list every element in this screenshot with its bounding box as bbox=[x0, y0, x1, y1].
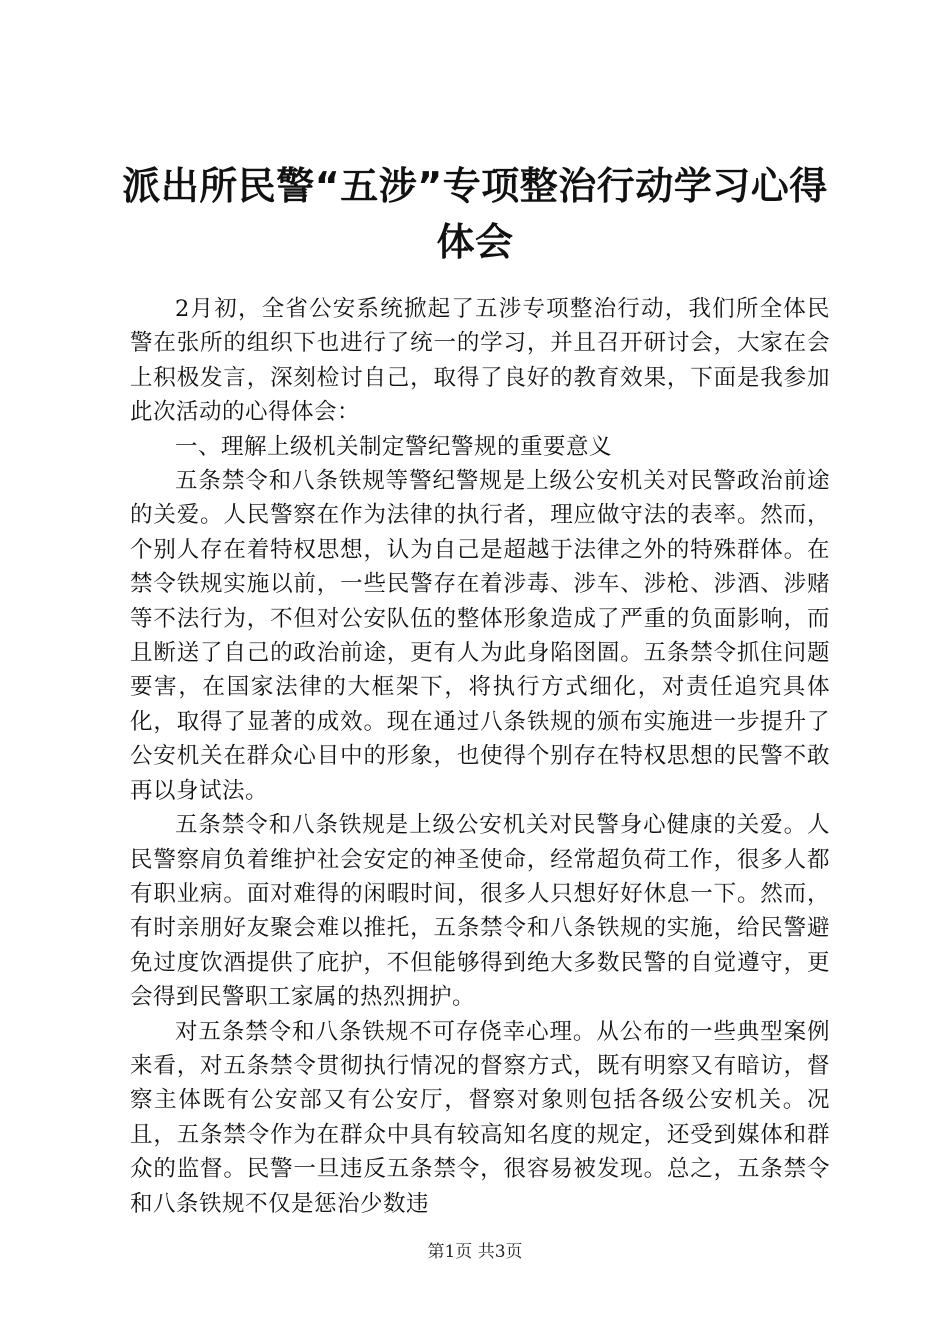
section-heading: 一、理解上级机关制定警纪警规的重要意义 bbox=[175, 433, 613, 460]
paragraph-political-future: 五条禁令和八条铁规等警纪警规是上级公安机关对民警政治前途的关爱。人民警察在作为法律的执行者，理应做守法的表率。然而，个别人存在着特权思想，认为自己是超越于法律之外的特殊群体。在禁令铁规实施以前，一些民警存在着涉毒、涉车、涉枪、涉酒、涉赌等不法行为，不但对公安队伍的整体形象造成了严重的负面影响，而且断送了自己的政治前途，更有人为此身陷囹圄。五条禁令抓住问题要害，在国家法律的大框架下，将执行方式细化，对责任追究具体化，取得了显著的成效。现在通过八条铁规的颁布实施进一步提升了公安机关在群众心目中的形象，也使得个别存在特权思想的民警不敢再以身试法。 bbox=[130, 468, 830, 804]
paragraph-intro: 2月初，全省公安系统掀起了五涉专项整治行动，我们所全体民警在张所的组织下也进行了统一的学习，并且召开研讨会，大家在会上积极发言，深刻检讨自己，取得了良好的教育效果，下面是我参加此次活动的心得体会： bbox=[130, 296, 830, 426]
document-title: 派出所民警“五涉”专项整治行动学习心得体会 bbox=[122, 164, 828, 264]
paragraph-health: 五条禁令和八条铁规是上级公安机关对民警身心健康的关爱。人民警察肩负着维护社会安定的神圣使命，经常超负荷工作，很多人都有职业病。面对难得的闲暇时间，很多人只想好好休息一下。然而，有时亲朋好友聚会难以推托，五条禁令和八条铁规的实施，给民警避免过度饮酒提供了庇护，不但能够得到绝大多数民警的自觉遵守，更会得到民警职工家属的热烈拥护。 bbox=[130, 812, 830, 1011]
document-body bbox=[130, 292, 830, 1221]
paragraph-no-luck: 对五条禁令和八条铁规不可存侥幸心理。从公布的一些典型案例来看，对五条禁令贯彻执行情况的督察方式，既有明察又有暗访，督察主体既有公安部又有公安厅，督察对象则包括各级公安机关。况且，五条禁令作为在群众中具有较高知名度的规定，还受到媒体和群众的监督。民警一旦违反五条禁令，很容易被发现。总之，五条禁令和八条铁规不仅是惩治少数违 bbox=[130, 1018, 830, 1217]
page-number-footer: 第1页 共3页 bbox=[427, 1242, 523, 1262]
